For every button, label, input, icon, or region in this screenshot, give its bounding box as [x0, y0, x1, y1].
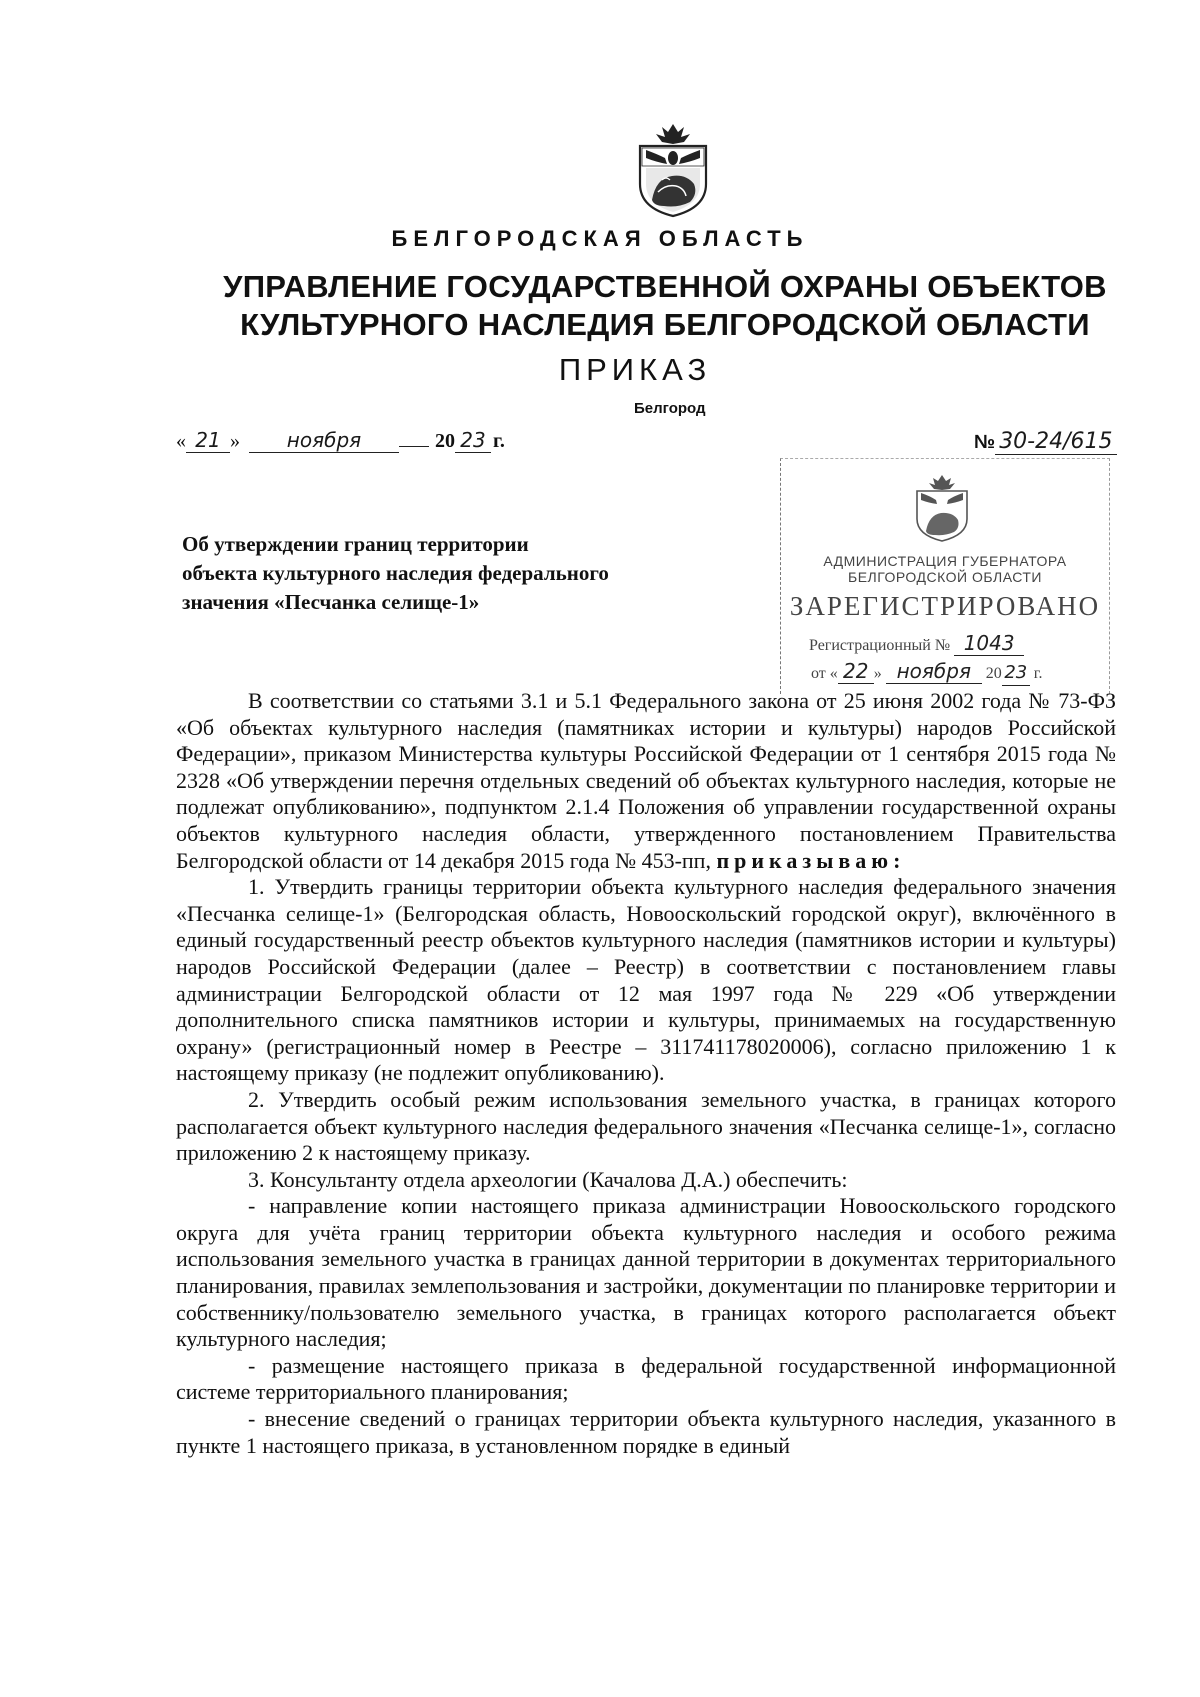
stamp-month: ноября	[886, 659, 982, 684]
item-3-paragraph: 3. Консультанту отдела археологии (Качалова Д.А.) обеспечить:	[248, 1166, 848, 1192]
document-body	[176, 688, 1116, 1459]
stamp-date-row	[811, 659, 1043, 686]
document-title	[182, 530, 742, 617]
date-day: 21	[186, 428, 230, 453]
stamp-reg-label: Регистрационный №	[809, 637, 951, 654]
stamp-from-label: от «	[811, 665, 838, 682]
date-year-prefix: 20	[435, 430, 455, 452]
coat-of-arms-icon	[632, 118, 714, 218]
registration-stamp	[780, 458, 1110, 694]
document-date	[176, 428, 505, 453]
date-open-quote: «	[176, 430, 186, 452]
stamp-reg-number-row	[809, 631, 1024, 656]
preamble-paragraph	[176, 688, 1116, 874]
item-2-paragraph: 2. Утвердить особый режим использования земельного участка, в границах которого располагается объект культурного наследия федерального значения «Песчанка селище-1», согласно приложению 2 к настоящему приказу.	[176, 1086, 1116, 1166]
date-year-suffix: 23	[455, 428, 491, 453]
stamp-registered: ЗАРЕГИСТРИРОВАНО	[789, 591, 1101, 621]
item-1-paragraph: 1. Утвердить границы территории объекта культурного наследия федерального значения «Песчанка селище-1» (Белгородская область, Новооскольский городской округ), включённого в единый государственный реестр объектов культурного наследия (памятников истории и культуры) народов Российской Федерации (далее – Реестр) в соответствии с постановлением главы администрации Белгородской области от 12 мая 1997 года № 229 «Об утверждении дополнительного списка памятников истории и культуры, принимаемых на государственную охрану» (регистрационный номер в Реестре – 311741178020006), согласно приложению 1 к настоящему приказу (не подлежит опубликованию).	[176, 874, 1116, 1086]
stamp-year-end: г.	[1033, 665, 1043, 682]
prikazyvayu-word: приказываю:	[716, 847, 906, 873]
agency-name-line2: КУЛЬТУРНОГО НАСЛЕДИЯ БЕЛГОРОДСКОЙ ОБЛАСТИ	[240, 307, 1090, 342]
stamp-admin-line2: БЕЛГОРОДСКОЙ ОБЛАСТИ	[848, 569, 1042, 585]
stamp-year-suffix: 23	[1002, 661, 1030, 686]
date-close-quote: »	[230, 430, 240, 452]
region-name: БЕЛГОРОДСКАЯ ОБЛАСТЬ	[391, 226, 809, 251]
stamp-day: 22	[838, 659, 874, 684]
city-name: Белгород	[634, 400, 706, 417]
agency-name-line1: УПРАВЛЕНИЕ ГОСУДАРСТВЕННОЙ ОХРАНЫ ОБЪЕКТОВ	[223, 269, 1107, 304]
document-number	[974, 430, 1117, 455]
agency-name	[200, 268, 1130, 344]
stamp-admin-title	[781, 553, 1109, 585]
document-type: ПРИКАЗ	[558, 352, 712, 387]
item-3c-paragraph: - внесение сведений о границах территории объекта культурного наследия, указанного в пункте 1 настоящего приказа, в установленном порядке в единый	[176, 1406, 1116, 1458]
stamp-admin-line1: АДМИНИСТРАЦИЯ ГУБЕРНАТОРА	[823, 553, 1067, 569]
stamp-close-quote: »	[873, 665, 882, 682]
stamp-reg-number: 1043	[954, 631, 1024, 656]
title-line2: объекта культурного наследия федерального	[182, 561, 609, 585]
stamp-coat-of-arms-icon	[911, 471, 973, 543]
preamble-text: В соответствии со статьями 3.1 и 5.1 Федерального закона от 25 июня 2002 года № 73-ФЗ «Об объектах культурного наследия (памятниках истории и культуры) народов Российской Федерации», приказом Министерства культуры Российской Федерации от 1 сентября 2015 года № 2328 «Об утверждении перечня отдельных сведений об объектах культурного наследия, которые не подлежат опубликованию», подпунктом 2.1.4 Положения об управлении государственной охраны объектов культурного наследия области, утвержденного постановлением Правительства Белгородской области от 14 декабря 2015 года № 453-пп,	[176, 688, 1116, 873]
date-year-end: г.	[493, 430, 505, 452]
number-value: 30-24/615	[995, 430, 1116, 455]
number-label: №	[974, 432, 996, 453]
item-3b-paragraph: - размещение настоящего приказа в федеральной государственной информационной системе территориального планирования;	[176, 1352, 1116, 1405]
title-line3: значения «Песчанка селище-1»	[182, 590, 480, 614]
stamp-year-prefix: 20	[985, 665, 1002, 682]
title-line1: Об утверждении границ территории	[182, 532, 529, 556]
item-3a-paragraph: - направление копии настоящего приказа администрации Новооскольского городского округа для учёта границ территории объекта культурного наследия и особого режима использования земельного участка в границах данной территории в документах территориального планирования, правилах землепользования и застройки, документации по планировке территории и собственнику/пользователю земельного участка, в границах которого располагается объект культурного наследия;	[176, 1193, 1116, 1352]
date-month: ноября	[249, 428, 399, 453]
